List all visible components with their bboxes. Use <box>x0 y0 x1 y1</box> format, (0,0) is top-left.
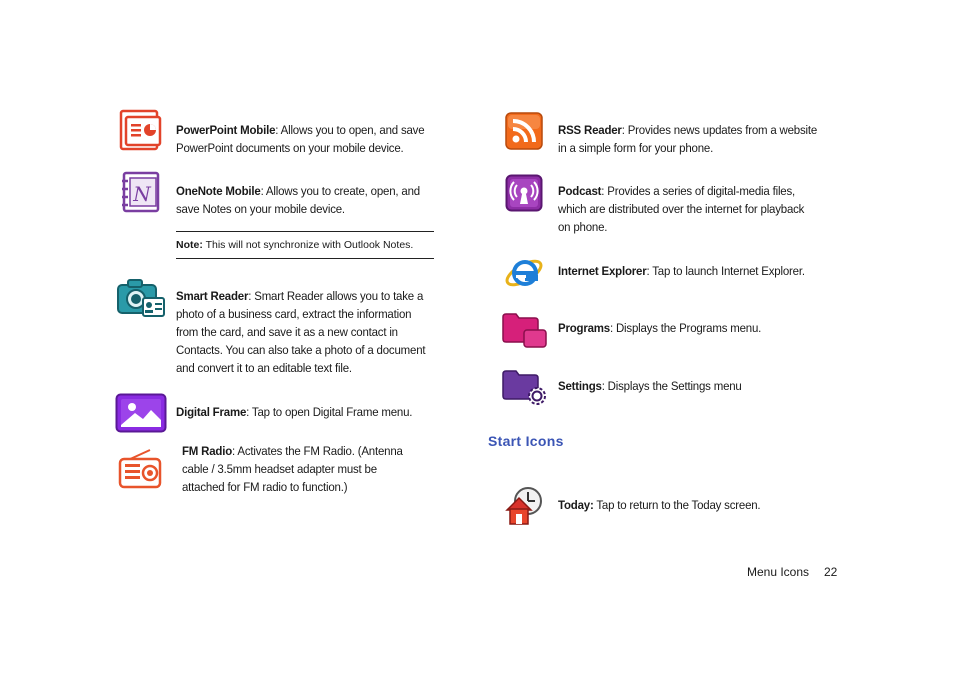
entry-name: Internet Explorer <box>558 264 647 278</box>
digital-frame-description: Digital Frame: Tap to open Digital Frame menu. <box>176 405 413 419</box>
rss-reader-description: RSS Reader: Provides news updates from a website in a simple form for your phone. <box>558 123 818 155</box>
smart-reader-description: Smart Reader: Smart Reader allows you to take a photo of a business card, extract the information from the card, and save it as a new contact in Contacts. You can also take a photo of a document and convert it to an editable text file. <box>176 289 426 375</box>
smart-reader-icon <box>116 276 166 320</box>
entry-name: RSS Reader <box>558 123 622 137</box>
note-text: This will not synchronize with Outlook Notes. <box>202 239 414 251</box>
entry-name: Smart Reader <box>176 289 249 303</box>
settings-description: Settings: Displays the Settings menu <box>558 379 742 393</box>
digital-frame-icon <box>115 393 167 433</box>
fm-radio-icon <box>118 448 162 490</box>
powerpoint-mobile-description: PowerPoint Mobile: Allows you to open, and save PowerPoint documents on your mobile device. <box>176 123 425 155</box>
note-label: Note: <box>176 239 203 251</box>
settings-folder-icon <box>501 368 549 408</box>
programs-folder-icon <box>501 311 547 349</box>
rss-icon <box>505 112 543 150</box>
entry-name: FM Radio <box>182 444 233 458</box>
onenote-icon <box>118 170 164 216</box>
entry-name: Today: <box>558 498 594 512</box>
entry-name: Digital Frame <box>176 405 247 419</box>
entry-name: Podcast <box>558 184 602 198</box>
footer-section: Menu Icons <box>747 565 810 579</box>
entry-name: Programs <box>558 321 610 335</box>
entry-name: PowerPoint Mobile <box>176 123 276 137</box>
today-icon <box>504 486 544 526</box>
entry-name: OneNote Mobile <box>176 184 261 198</box>
entry-name: Settings <box>558 379 602 393</box>
internet-explorer-icon <box>503 252 545 294</box>
svg-text:N: N <box>133 182 151 206</box>
powerpoint-icon <box>118 108 164 154</box>
today-description: Today: Tap to return to the Today screen. <box>558 498 761 512</box>
podcast-description: Podcast: Provides a series of digital-media files, which are distributed over the internet for playback on phone. <box>558 184 805 234</box>
section-title: Start Icons <box>488 433 564 449</box>
podcast-icon <box>505 174 543 212</box>
note-box <box>176 231 434 259</box>
onenote-mobile-description: OneNote Mobile: Allows you to create, open, and save Notes on your mobile device. <box>176 184 420 216</box>
fm-radio-description: FM Radio: Activates the FM Radio. (Antenna cable / 3.5mm headset adapter must be attached for FM radio to function.) <box>182 444 403 494</box>
page-number: 22 <box>824 565 838 579</box>
programs-description: Programs: Displays the Programs menu. <box>558 321 762 335</box>
internet-explorer-description: Internet Explorer: Tap to launch Internet Explorer. <box>558 264 805 278</box>
